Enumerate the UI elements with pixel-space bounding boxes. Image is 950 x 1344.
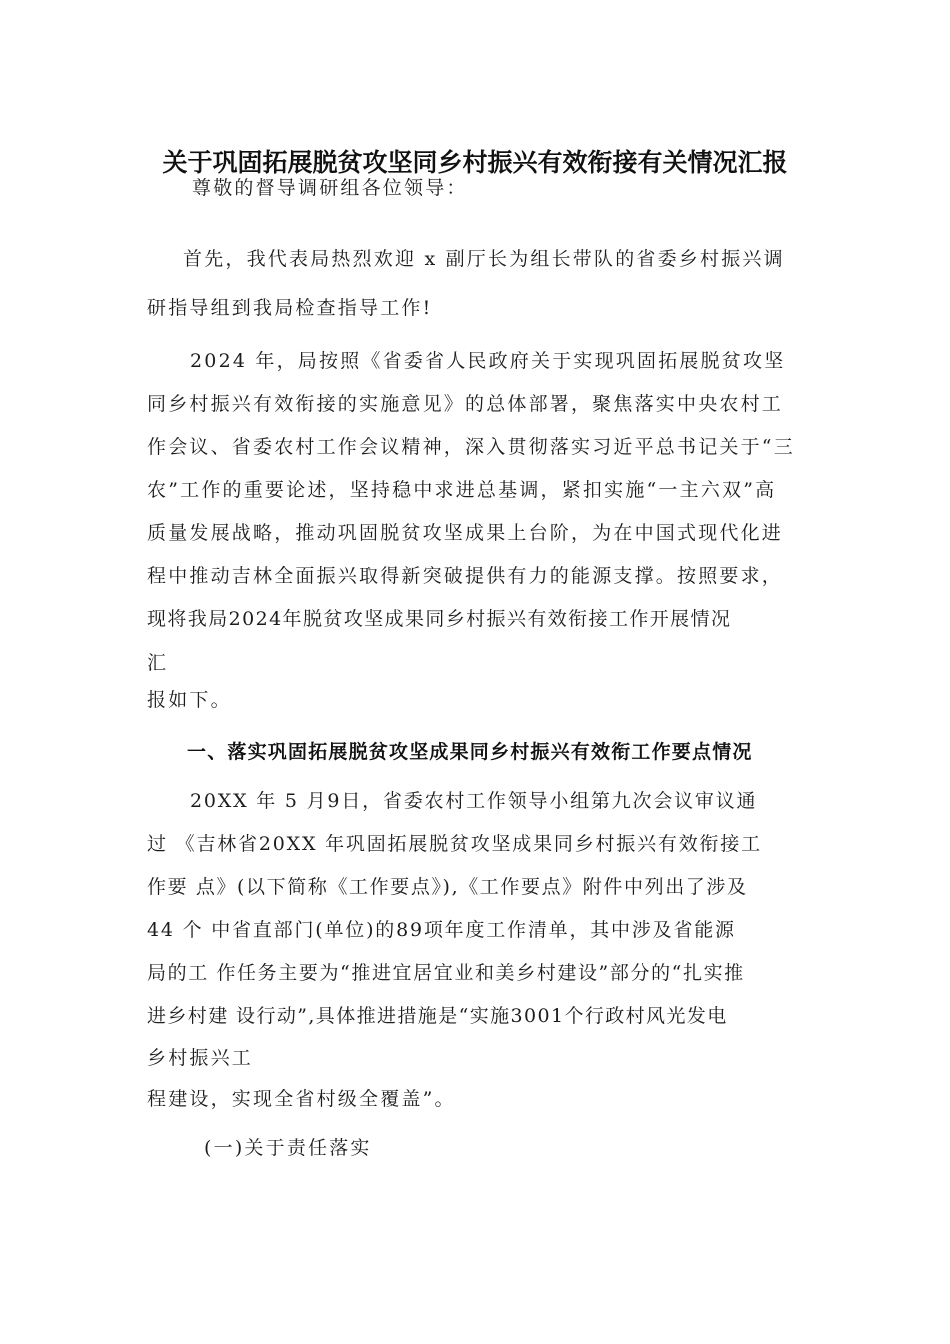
paragraph-line: 乡村振兴工 [147,1047,254,1069]
paragraph-line: 20XX 年 5 月9日，省委农村工作领导小组第九次会议审议通 [190,790,758,812]
paragraph-line: 同乡村振兴有效衔接的实施意见》的总体部署，聚焦落实中央农村工 [147,393,784,415]
paragraph-line: 汇 [147,652,169,674]
paragraph-line: 质量发展战略，推动巩固脱贫攻坚成果上台阶，为在中国式现代化进 [147,522,784,544]
paragraph-line: 现将我局2024年脱贫攻坚成果同乡村振兴有效衔接工作开展情况 [147,608,732,630]
paragraph-line: 局的工 作任务主要为“推进宜居宜业和美乡村建设”部分的“扎实推 [147,962,745,984]
salutation: 尊敬的督导调研组各位领导： [192,177,468,199]
paragraph-line: 进乡村建 设行动”,具体推进措施是“实施3001个行政村风光发电 [147,1005,728,1027]
section-heading: 一、落实巩固拓展脱贫攻坚成果同乡村振兴有效衔工作要点情况 [187,741,753,763]
paragraph-line: 报如下。 [147,689,232,711]
document-title: 关于巩固拓展脱贫攻坚同乡村振兴有效衔接有关情况汇报 [162,148,788,177]
paragraph-line: 程建设，实现全省村级全覆盖”。 [147,1088,456,1110]
subsection-heading: (一)关于责任落实 [204,1137,372,1159]
paragraph-line: 首先，我代表局热烈欢迎 x 副厅长为组长带队的省委乡村振兴调 [183,248,785,270]
paragraph-line: 研指导组到我局检查指导工作! [147,297,433,319]
paragraph-line: 作要 点》(以下简称《工作要点》),《工作要点》附件中列出了涉及 [147,876,748,898]
paragraph-line: 44 个 中省直部门(单位)的89项年度工作清单，其中涉及省能源 [147,919,736,941]
paragraph-line: 作会议、省委农村工作会议精神，深入贯彻落实习近平总书记关于“三 [147,436,795,458]
paragraph-line: 2024 年，局按照《省委省人民政府关于实现巩固拓展脱贫攻坚 [190,350,786,372]
paragraph-line: 程中推动吉林全面振兴取得新突破提供有力的能源支撑。按照要求， [147,565,784,587]
paragraph-line: 农”工作的重要论述，坚持稳中求进总基调，紧扣实施“一主六双”高 [147,479,777,501]
paragraph-line: 过 《吉林省20XX 年巩固拓展脱贫攻坚成果同乡村振兴有效衔接工 [147,833,762,855]
